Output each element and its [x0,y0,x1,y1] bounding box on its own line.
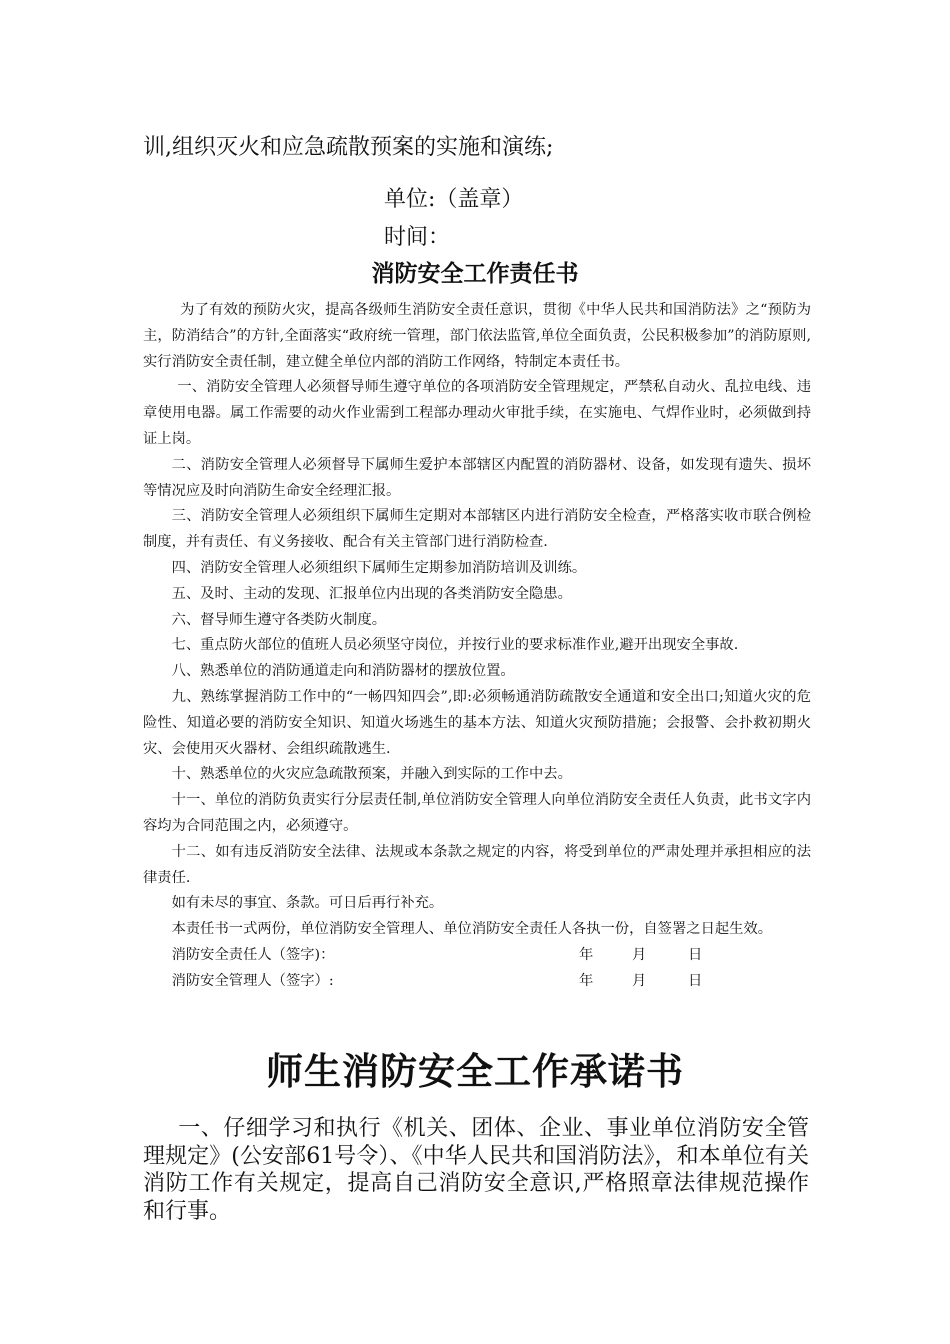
supplement-paragraph: 如有未尽的事宜、条款。可日后再行补充。 [171,895,444,912]
signature-row-responsible [143,943,811,969]
responsibility-title: 消防安全工作责任书 [371,261,579,287]
clause-paragraph: 一、消防安全管理人必须督导师生遵守单位的各项消防安全管理规定，严禁私自动火、乱拉电线、违章使用电器。属工作需要的动火作业需到工程部办理动火审批手续，在实施电、气焊作业时，必须做到持证上岗。 [143,379,811,447]
date-year: 年 [579,972,594,989]
unit-seal-line: 单位:（盖章） [384,187,524,212]
pledge-paragraph: 一、仔细学习和执行《机关、团体、企业、事业单位消防安全管理规定》(公安部61号令）、《中华人民共和国消防法》，和本单位有关消防工作有关规定，提高自己消防安全意识,严格照章法律规范操作和行事。 [143,1116,809,1224]
clause-paragraph: 七、重点防火部位的值班人员必须坚守岗位，并按行业的要求标准作业,避开出现安全事故. [171,637,739,654]
clause-paragraph: 三、消防安全管理人必须组织下属师生定期对本部辖区内进行消防安全检查，严格落实收市联合例检制度，并有责任、有义务接收、配合有关主管部门进行消防检查. [143,508,811,551]
clause-paragraph: 八、熟悉单位的消防通道走向和消防器材的摆放位置。 [171,663,515,680]
effective-paragraph: 本责任书一式两份，单位消防安全管理人、单位消防安全责任人各执一份，自签署之日起生效。 [171,921,773,938]
date-year: 年 [579,946,594,963]
date-month: 月 [632,972,647,989]
clause-paragraph: 六、督导师生遵守各类防火制度。 [171,611,387,628]
signature-label: 消防安全责任人（签字)： [171,946,335,963]
clause-paragraph: 十、熟悉单位的火灾应急疏散预案，并融入到实际的工作中去。 [171,766,572,783]
signature-row-manager [143,969,811,995]
clause-paragraph: 四、消防安全管理人必须组织下属师生定期参加消防培训及训练。 [171,559,587,576]
clause-paragraph: 二、消防安全管理人必须督导下属师生爱护本部辖区内配置的消防器材、设备，如发现有遗失、损坏等情况应及时向消防生命安全经理汇报。 [143,456,811,499]
clause-paragraph: 十二、如有违反消防安全法律、法规或本条款之规定的内容，将受到单位的严肃处理并承担相应的法律责任. [143,843,811,886]
date-day: 日 [688,946,703,963]
pledge-body [143,1115,809,1225]
clause-paragraph: 五、及时、主动的发现、汇报单位内出现的各类消防安全隐患。 [171,585,572,602]
pledge-title: 师生消防安全工作承诺书 [266,1050,684,1093]
continued-text-line: 训,组织灭火和应急疏散预案的实施和演练; [143,135,554,160]
clause-paragraph: 九、熟练掌握消防工作中的“一畅四知四会”,即:必须畅通消防疏散安全通道和安全出口;知道火灾的危险性、知道必要的消防安全知识、知道火场逃生的基本方法、知道火灾预防措施；会报警、会扑救初期火灾、会使用灭火器材、会组织疏散逃生. [143,688,811,757]
date-month: 月 [632,946,647,963]
signature-label: 消防安全管理人（签字）: [171,972,334,989]
intro-paragraph: 为了有效的预防火灾，提高各级师生消防安全责任意识，贯彻《中华人民共和国消防法》之“预防为主，防消结合”的方针,全面落实“政府统一管理，部门依法监管,单位全面负责，公民积极参加”的消防原则,实行消防安全责任制，建立健全单位内部的消防工作网络，特制定本责任书。 [143,302,811,370]
clause-paragraph: 十一、单位的消防负责实行分层责任制,单位消防安全管理人向单位消防安全责任人负责，此书文字内容均为合同范围之内，必须遵守。 [143,792,811,834]
responsibility-body [143,298,811,995]
date-day: 日 [688,972,703,989]
time-line: 时间： [384,225,451,250]
